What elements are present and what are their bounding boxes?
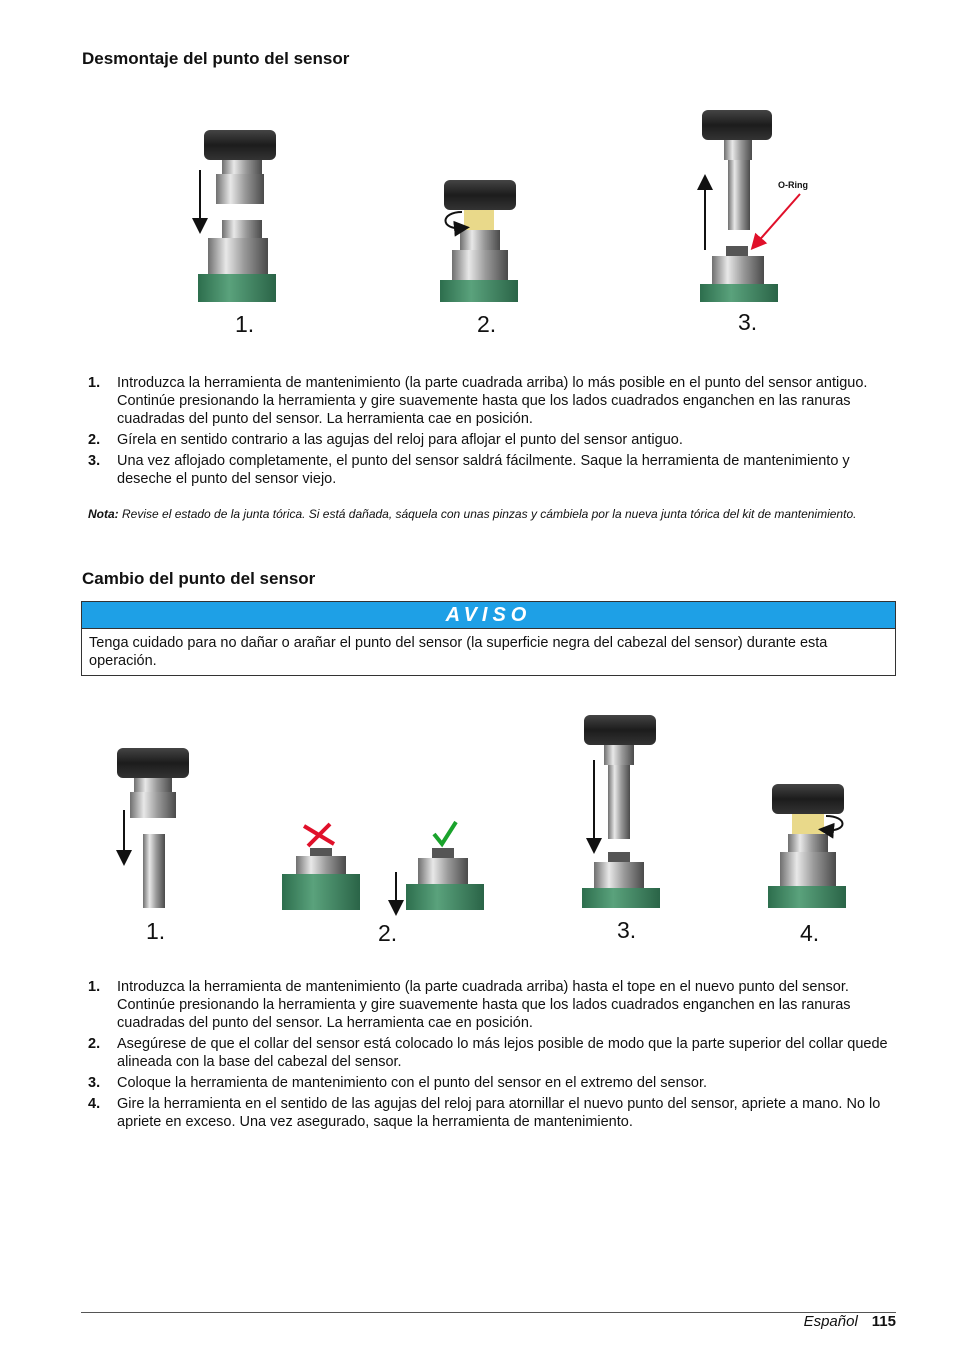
- footer-divider: [81, 1312, 896, 1313]
- list-item: 4. Gire la herramienta en el sentido de las agujas del reloj para atornillar el nuevo punto del sensor, apriete a mano. No lo apriete en exceso. Una vez asegurado, saque la herramienta de mantenimiento.: [88, 1096, 881, 1130]
- figure-label-2: 2.: [477, 311, 497, 337]
- section-title-desmontaje: Desmontaje del punto del sensor: [82, 49, 350, 68]
- figure-3-place-tool: [582, 715, 660, 908]
- note: Nota: Revise el estado de la junta tórica. Si está dañada, sáquela con unas pinzas y cámbiela por la nueva junta tórica del kit de mantenimiento.: [88, 507, 857, 521]
- figure-label-1: 1.: [235, 311, 255, 337]
- footer-language: Español: [803, 1313, 858, 1330]
- figure-4-tighten: [768, 784, 846, 908]
- footer: [804, 1313, 896, 1330]
- figure-1-pick-spot: [117, 748, 189, 908]
- figure-1-insert-tool: [198, 130, 276, 302]
- notice-box: [81, 601, 896, 676]
- notice-title: AVISO: [82, 602, 895, 629]
- figure-3-remove-spot: [700, 110, 808, 302]
- figure-2-rotate-tool: [440, 180, 518, 302]
- removal-steps: [88, 374, 888, 491]
- list-item: 2. Asegúrese de que el collar del sensor está colocado lo más lejos posible de modo que la parte superior del collar quede alineada con la base del cabezal del sensor.: [88, 1036, 888, 1070]
- figure-label-1: 1.: [146, 918, 166, 944]
- figure-2-collar-position: [282, 822, 484, 910]
- figure-label-4: 4.: [800, 920, 820, 946]
- replacement-steps: [88, 978, 888, 1134]
- notice-text: Tenga cuidado para no dañar o arañar el punto del sensor (la superficie negra del cabezal del sensor) durante esta operación.: [89, 635, 828, 669]
- figure-label-3: 3.: [738, 309, 758, 335]
- list-item: 1. Introduzca la herramienta de mantenimiento (la parte cuadrada arriba) lo más posible en el punto del sensor antiguo. Continúe presionando la herramienta y gire suavemente hasta que los lados cuadrados enganchen en las ranuras cuadradas del punto del sensor. La herramienta cae en posición.: [88, 375, 868, 427]
- cross-icon: [304, 824, 334, 846]
- figure-label-3: 3.: [617, 917, 637, 943]
- page-number: 115: [871, 1313, 896, 1330]
- section-title-cambio: Cambio del punto del sensor: [82, 569, 316, 588]
- list-item: 2. Gírela en sentido contrario a las agujas del reloj para aflojar el punto del sensor antiguo.: [88, 432, 683, 448]
- illustration-replace-sensor-spot: [0, 710, 954, 940]
- check-icon: [434, 822, 456, 844]
- oring-label: O-Ring: [778, 180, 808, 190]
- figure-label-2: 2.: [378, 920, 398, 946]
- list-item: 3. Coloque la herramienta de mantenimiento con el punto del sensor en el extremo del sensor.: [88, 1075, 708, 1091]
- list-item: 3. Una vez aflojado completamente, el punto del sensor saldrá fácilmente. Saque la herramienta de mantenimiento y deseche el punto del sensor viejo.: [88, 453, 850, 487]
- list-item: 1. Introduzca la herramienta de mantenimiento (la parte cuadrada arriba) hasta el tope en el nuevo punto del sensor. Continúe presionando la herramienta y gire suavemente hasta que los lados cuadrados enganchen en las ranuras cuadradas del punto del sensor. La herramienta cae en posición.: [88, 979, 851, 1031]
